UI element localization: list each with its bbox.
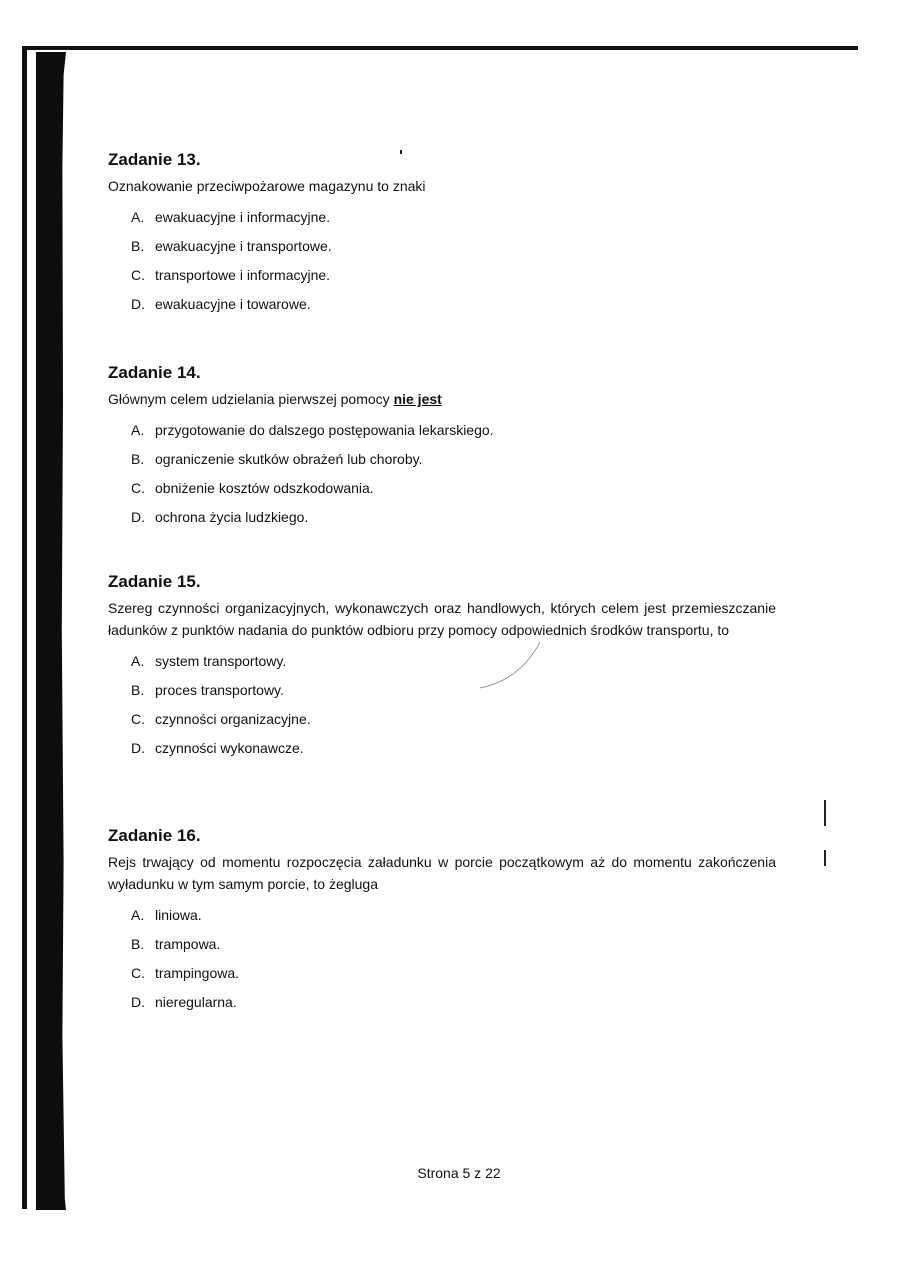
- scan-shadow-left: [36, 52, 66, 1210]
- task-title: Zadanie 15.: [108, 572, 201, 591]
- page-number: Strona 5 z 22: [417, 1165, 501, 1181]
- option-text: ewakuacyjne i towarowe.: [155, 296, 311, 312]
- option-text: system transportowy.: [155, 653, 287, 669]
- option-letter: B.: [131, 451, 145, 467]
- option-text: trampowa.: [155, 936, 221, 952]
- answer-option: [108, 676, 776, 705]
- option-letter: C.: [131, 711, 145, 727]
- option-text: ograniczenie skutków obrażeń lub choroby.: [155, 451, 423, 467]
- option-text: trampingowa.: [155, 965, 240, 981]
- answer-option: [108, 203, 426, 232]
- question-text: Głównym celem udzielania pierwszej pomocy: [108, 391, 390, 407]
- option-letter: A.: [131, 907, 145, 923]
- task-13: [108, 150, 426, 319]
- option-letter: C.: [131, 965, 145, 981]
- scan-mark: [824, 800, 826, 826]
- option-text: ochrona życia ludzkiego.: [155, 509, 309, 525]
- answer-option: [108, 705, 776, 734]
- answer-options: [108, 416, 494, 532]
- option-text: czynności organizacyjne.: [155, 711, 311, 727]
- answer-option: [108, 647, 776, 676]
- option-letter: D.: [131, 994, 145, 1010]
- answer-option: [108, 930, 776, 959]
- answer-option: [108, 959, 776, 988]
- task-15: [108, 572, 776, 763]
- task-title: Zadanie 16.: [108, 826, 201, 845]
- option-letter: A.: [131, 653, 145, 669]
- scan-mark: [824, 850, 826, 866]
- option-text: transportowe i informacyjne.: [155, 267, 331, 283]
- option-text: przygotowanie do dalszego postępowania lekarskiego.: [155, 422, 494, 438]
- option-letter: A.: [131, 209, 145, 225]
- answer-option: [108, 901, 776, 930]
- scan-border-left: [22, 46, 27, 1209]
- task-question: Szereg czynności organizacyjnych, wykonawczych oraz handlowych, których celem jest przemieszczanie ładunków z punktów nadania do punktów odbioru przy pomocy odpowiednich środków transportu, to: [108, 600, 776, 638]
- option-letter: B.: [131, 238, 145, 254]
- option-letter: C.: [131, 267, 145, 283]
- option-letter: A.: [131, 422, 145, 438]
- task-title: Zadanie 13.: [108, 150, 201, 169]
- option-letter: C.: [131, 480, 145, 496]
- answer-options: [108, 647, 776, 763]
- task-question: Oznakowanie przeciwpożarowe magazynu to znaki: [108, 178, 426, 194]
- task-question: [108, 388, 494, 410]
- option-text: czynności wykonawcze.: [155, 740, 304, 756]
- task-question: Rejs trwający od momentu rozpoczęcia załadunku w porcie początkowym aż do momentu zakończenia wyładunku w tym samym porcie, to żegluga: [108, 854, 776, 892]
- task-14: [108, 363, 494, 532]
- option-text: ewakuacyjne i informacyjne.: [155, 209, 331, 225]
- answer-options: [108, 203, 426, 319]
- option-letter: D.: [131, 740, 145, 756]
- task-16: [108, 826, 776, 1017]
- option-text: liniowa.: [155, 907, 202, 923]
- option-letter: B.: [131, 936, 145, 952]
- answer-option: [108, 503, 494, 532]
- answer-option: [108, 416, 494, 445]
- answer-option: [108, 261, 426, 290]
- option-text: nieregularna.: [155, 994, 237, 1010]
- option-text: ewakuacyjne i transportowe.: [155, 238, 332, 254]
- answer-option: [108, 988, 776, 1017]
- answer-option: [108, 232, 426, 261]
- option-letter: D.: [131, 296, 145, 312]
- answer-option: [108, 445, 494, 474]
- answer-option: [108, 474, 494, 503]
- task-title: Zadanie 14.: [108, 363, 201, 382]
- option-text: obniżenie kosztów odszkodowania.: [155, 480, 374, 496]
- answer-options: [108, 901, 776, 1017]
- option-letter: B.: [131, 682, 145, 698]
- scan-border-top: [22, 46, 858, 50]
- answer-option: [108, 734, 776, 763]
- option-letter: D.: [131, 509, 145, 525]
- question-emphasis: nie jest: [393, 391, 442, 407]
- option-text: proces transportowy.: [155, 682, 284, 698]
- answer-option: [108, 290, 426, 319]
